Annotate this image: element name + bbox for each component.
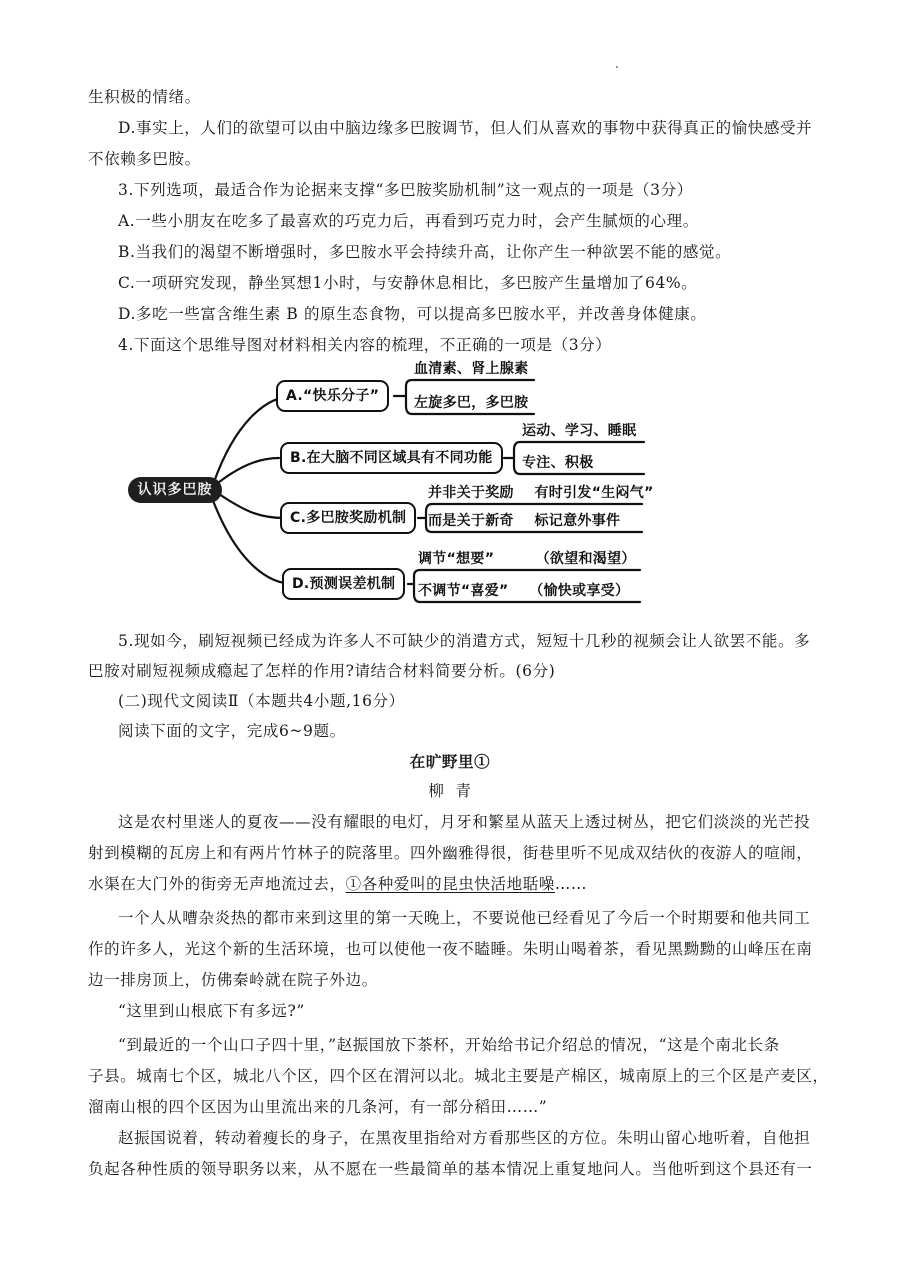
text-span: 水渠在大门外的街旁无声地流过去， — [88, 875, 346, 893]
paragraph-4-line-1: “到最近的一个山口子四十里，”赵振国放下茶杯，开始给书记介绍总的情况，“这是个南北长条 — [118, 1036, 780, 1054]
branch-b-leaf-1: 运动、学习、睡眠 — [522, 423, 637, 439]
branch-c-leaf-1: 并非关于奖励 有时引发“生闷气” — [428, 485, 654, 501]
reading-instruction: 阅读下面的文字，完成6~9题。 — [118, 722, 346, 740]
paragraph-4-line-3: 溜南山根的四个区因为山里流出来的几条河，有一部分稻田……” — [88, 1098, 548, 1116]
branch-b-box: B.在大脑不同区域具有不同功能 — [280, 442, 503, 474]
q3-option-c: C.一项研究发现，静坐冥想1小时，与安静休息相比，多巴胺产生量增加了64%。 — [118, 274, 698, 292]
question-5-line-1: 5.现如今，刷短视频已经成为许多人不可缺少的消遣方式，短短十几秒的视频会让人欲罢不能。多 — [118, 632, 811, 650]
section-2-heading: (二)现代文阅读Ⅱ（本题共4小题,16分） — [118, 692, 405, 710]
branch-c-box: C.多巴胺奖励机制 — [280, 502, 416, 534]
text-line: 生积极的情绪。 — [88, 88, 201, 106]
branch-b-leaf-2: 专注、积极 — [522, 455, 594, 471]
paragraph-1-line-3 — [88, 873, 818, 895]
q3-option-d: D.多吃一些富含维生素 B 的原生态食物，可以提高多巴胺水平，并改善身体健康。 — [118, 305, 707, 323]
paragraph-2-line-3: 边一排房顶上，仿佛秦岭就在院子外边。 — [88, 971, 378, 989]
branch-d-leaf-2: 不调节“喜爱” （愉快或享受） — [418, 583, 630, 599]
paragraph-2-line-2: 作的许多人，光这个新的生活环境，也可以使他一夜不瞌睡。朱明山喝着茶，看见黑黝黝的山峰压在南 — [88, 940, 813, 958]
paragraph-1-line-2: 射到模糊的瓦房上和有两片竹林子的院落里。四外幽雅得很，街巷里听不见成双结伙的夜游人的喧闹， — [88, 844, 813, 862]
mind-map-center-node: 认识多巴胺 — [128, 477, 222, 503]
branch-a-leaf-1: 血清素、肾上腺素 — [414, 361, 529, 377]
paragraph-5-line-2: 负起各种性质的领导职务以来，从不愿在一些最简单的基本情况上重复地问人。当他听到这个县还有一 — [88, 1160, 813, 1178]
branch-c-leaf-2: 而是关于新奇 标记意外事件 — [428, 513, 621, 529]
paragraph-2-line-1: 一个人从嘈杂炎热的都市来到这里的第一天晚上，不要说他已经看见了今后一个时期要和他共同工 — [118, 909, 811, 927]
article-author: 柳 青 — [428, 782, 472, 800]
dialogue-line: “这里到山根底下有多远?” — [118, 1002, 305, 1020]
branch-d-box: D.预测误差机制 — [282, 568, 405, 600]
question-4: 4.下面这个思维导图对材料相关内容的梳理，不正确的一项是（3分） — [118, 336, 612, 354]
question-5-line-2: 巴胺对刷短视频成瘾起了怎样的作用?请结合材料简要分析。(6分) — [88, 662, 556, 680]
paragraph-1-line-1: 这是农村里迷人的夏夜——没有耀眼的电灯，月牙和繁星从蓝天上透过树丛，把它们淡淡的光芒投 — [118, 813, 811, 831]
q3-option-b: B.当我们的渴望不断增强时，多巴胺水平会持续升高，让你产生一种欲罢不能的感觉。 — [118, 243, 732, 261]
text-span: …… — [554, 875, 588, 893]
paragraph-5-line-1: 赵振国说着，转动着瘦长的身子，在黑夜里指给对方看那些区的方位。朱明山留心地听着，自他担 — [118, 1129, 811, 1147]
speck-mark — [616, 66, 618, 68]
branch-a-leaf-2: 左旋多巴，多巴胺 — [414, 395, 529, 411]
article-title: 在旷野里① — [409, 752, 491, 771]
text-line: 不依赖多巴胺。 — [88, 150, 201, 168]
mind-map — [124, 361, 654, 616]
q3-option-a: A.一些小朋友在吃多了最喜欢的巧克力后，再看到巧克力时，会产生腻烦的心理。 — [118, 212, 699, 230]
question-3: 3.下列选项，最适合作为论据来支撑“多巴胺奖励机制”这一观点的一项是（3分） — [118, 181, 693, 199]
branch-d-leaf-1: 调节“想要” （欲望和渴望） — [418, 551, 636, 567]
option-d-line: D.事实上，人们的欲望可以由中脑边缘多巴胺调节，但人们从喜欢的事物中获得真正的愉快感受并 — [118, 119, 813, 137]
branch-a-box: A.“快乐分子” — [276, 380, 389, 412]
underlined-sentence-1: ①各种爱叫的昆虫快活地聒噪 — [345, 875, 555, 893]
paragraph-4-line-2: 子县。城南七个区，城北八个区，四个区在渭河以北。城北主要是产棉区，城南原上的三个区是产麦区， — [88, 1067, 829, 1085]
